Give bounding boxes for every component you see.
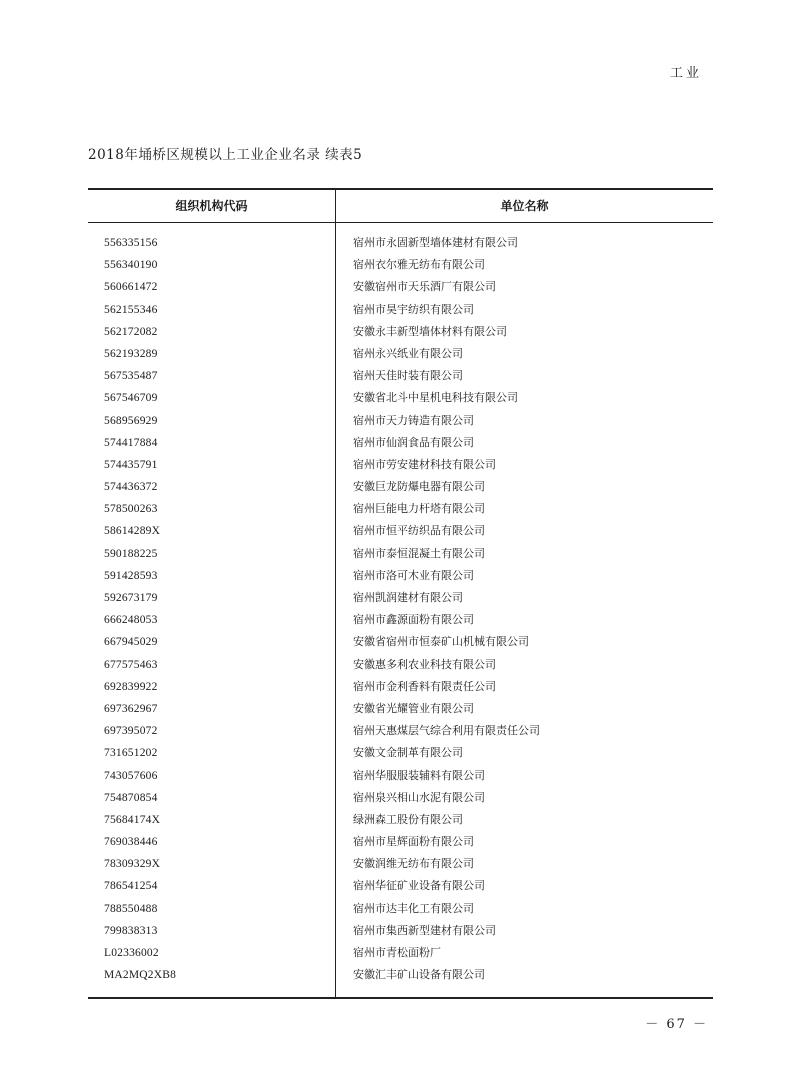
company-name-cell: 宿州永兴纸业有限公司 [353,346,463,360]
company-name-cell: 宿州市集西新型建材有限公司 [353,923,496,937]
section-label: 工业 [669,66,702,81]
org-code-cell: 731651202 [104,747,158,760]
org-code-cell: 692839922 [104,680,158,693]
org-code-cell: 697362967 [104,702,158,715]
company-name-cell: 宿州市昊宇纺织有限公司 [353,302,474,316]
company-name-cell: 安徽省北斗中星机电科技有限公司 [353,391,518,405]
company-name-cell: 安徽巨龙防爆电器有限公司 [353,480,485,494]
company-name-cell: 宿州衣尔雅无纺布有限公司 [353,258,485,272]
table-row [88,809,713,831]
table-row [88,276,713,298]
company-name-cell: 宿州华征矿业设备有限公司 [353,879,485,893]
company-name-cell: 安徽文金制革有限公司 [353,746,463,760]
org-code-cell: 567546709 [104,392,158,405]
company-name-cell: 宿州市青松面粉厂 [353,946,441,959]
enterprise-table [88,188,713,999]
company-name-cell: 安徽润维无纺布有限公司 [353,857,474,871]
org-code-cell: 562193289 [104,347,158,360]
table-row [88,343,713,365]
org-code-cell: 743057606 [104,769,158,782]
company-name-cell: 宿州市达丰化工有限公司 [353,901,474,915]
table-title: 2018年埇桥区规模以上工业企业名录 续表5 [88,147,363,163]
table-row [88,543,713,565]
table-row [88,476,713,498]
company-name-cell: 宿州市鑫源面粉有限公司 [353,613,474,627]
org-code-cell: MA2MQ2XB8 [104,969,177,982]
org-code-cell: 799838313 [104,924,158,937]
org-code-cell: 556335156 [104,237,158,249]
org-code-cell: 769038446 [104,836,158,849]
table-row [88,432,713,454]
org-code-cell: 677575463 [104,658,158,671]
company-name-cell: 安徽宿州市天乐酒厂有限公司 [353,280,496,294]
org-code-cell: L02336002 [104,947,159,959]
table-header-rule [88,222,713,223]
column-header-code: 组织机构代码 [175,199,248,213]
org-code-cell: 591428593 [104,569,158,582]
org-code-cell: 578500263 [104,503,158,516]
table-row [88,587,713,609]
table-row [88,654,713,676]
company-name-cell: 宿州华服服装辅料有限公司 [353,768,485,782]
company-name-cell: 宿州市恒平纺织品有限公司 [353,524,485,538]
table-row [88,609,713,631]
org-code-cell: 786541254 [104,880,158,893]
company-name-cell: 宿州市仙润食品有限公司 [353,435,474,449]
org-code-cell: 75684174X [104,813,161,826]
org-code-cell: 666248053 [104,614,158,627]
column-header-name: 单位名称 [500,199,549,213]
org-code-cell: 562172082 [104,325,158,338]
org-code-cell: 58614289X [104,525,161,538]
company-name-cell: 宿州市金利香料有限责任公司 [353,679,496,693]
org-code-cell: 574435791 [104,458,158,471]
org-code-cell: 556340190 [104,259,158,272]
company-name-cell: 宿州市天力铸造有限公司 [353,413,474,427]
org-code-cell: 754870854 [104,791,158,804]
table-row [88,365,713,387]
company-name-cell: 宿州市劳安建材科技有限公司 [353,457,496,471]
table-row [88,520,713,542]
table-row [88,498,713,520]
org-code-cell: 590188225 [104,547,158,560]
org-code-cell: 562155346 [104,303,158,316]
table-row [88,920,713,942]
company-name-cell: 宿州天佳时装有限公司 [353,369,463,383]
table-row [88,631,713,653]
company-name-cell: 安徽汇丰矿山设备有限公司 [353,968,485,982]
company-name-cell: 宿州凯润建材有限公司 [353,591,463,604]
table-row [88,853,713,875]
company-name-cell: 宿州市泰恒混凝土有限公司 [353,546,485,560]
table-body [88,232,713,986]
company-name-cell: 绿洲森工股份有限公司 [353,812,463,826]
table-row [88,720,713,742]
table-row [88,742,713,764]
org-code-cell: 568956929 [104,414,158,427]
table-row [88,299,713,321]
org-code-cell: 592673179 [104,592,158,604]
table-row [88,232,713,254]
table-row [88,454,713,476]
org-code-cell: 667945029 [104,636,158,649]
company-name-cell: 安徽惠多利农业科技有限公司 [353,657,496,671]
company-name-cell: 安徽永丰新型墙体材料有限公司 [353,324,507,338]
table-row [88,565,713,587]
table-row [88,831,713,853]
company-name-cell: 宿州市永固新型墙体建材有限公司 [353,236,518,249]
table-bottom-rule [88,997,713,999]
org-code-cell: 697395072 [104,725,158,738]
company-name-cell: 安徽省光耀管业有限公司 [353,701,474,715]
page-number: － 67 － [645,1017,708,1032]
company-name-cell: 宿州天惠煤层气综合利用有限责任公司 [353,724,540,738]
table-row [88,942,713,964]
table-row [88,254,713,276]
company-name-cell: 宿州市洛可木业有限公司 [353,568,474,582]
table-row [88,698,713,720]
table-row [88,410,713,432]
org-code-cell: 574417884 [104,436,158,449]
table-row [88,765,713,787]
table-row [88,898,713,920]
company-name-cell: 宿州市星辉面粉有限公司 [353,835,474,849]
company-name-cell: 安徽省宿州市恒泰矿山机械有限公司 [353,635,529,649]
org-code-cell: 567535487 [104,370,158,383]
table-row [88,875,713,897]
table-row [88,787,713,809]
org-code-cell: 78309329X [104,858,161,871]
org-code-cell: 560661472 [104,281,158,294]
table-row [88,321,713,343]
org-code-cell: 788550488 [104,902,158,915]
company-name-cell: 宿州泉兴相山水泥有限公司 [353,790,485,804]
table-row [88,676,713,698]
table-row [88,387,713,409]
company-name-cell: 宿州巨能电力杆塔有限公司 [353,502,485,516]
table-row [88,964,713,986]
org-code-cell: 574436372 [104,481,158,494]
